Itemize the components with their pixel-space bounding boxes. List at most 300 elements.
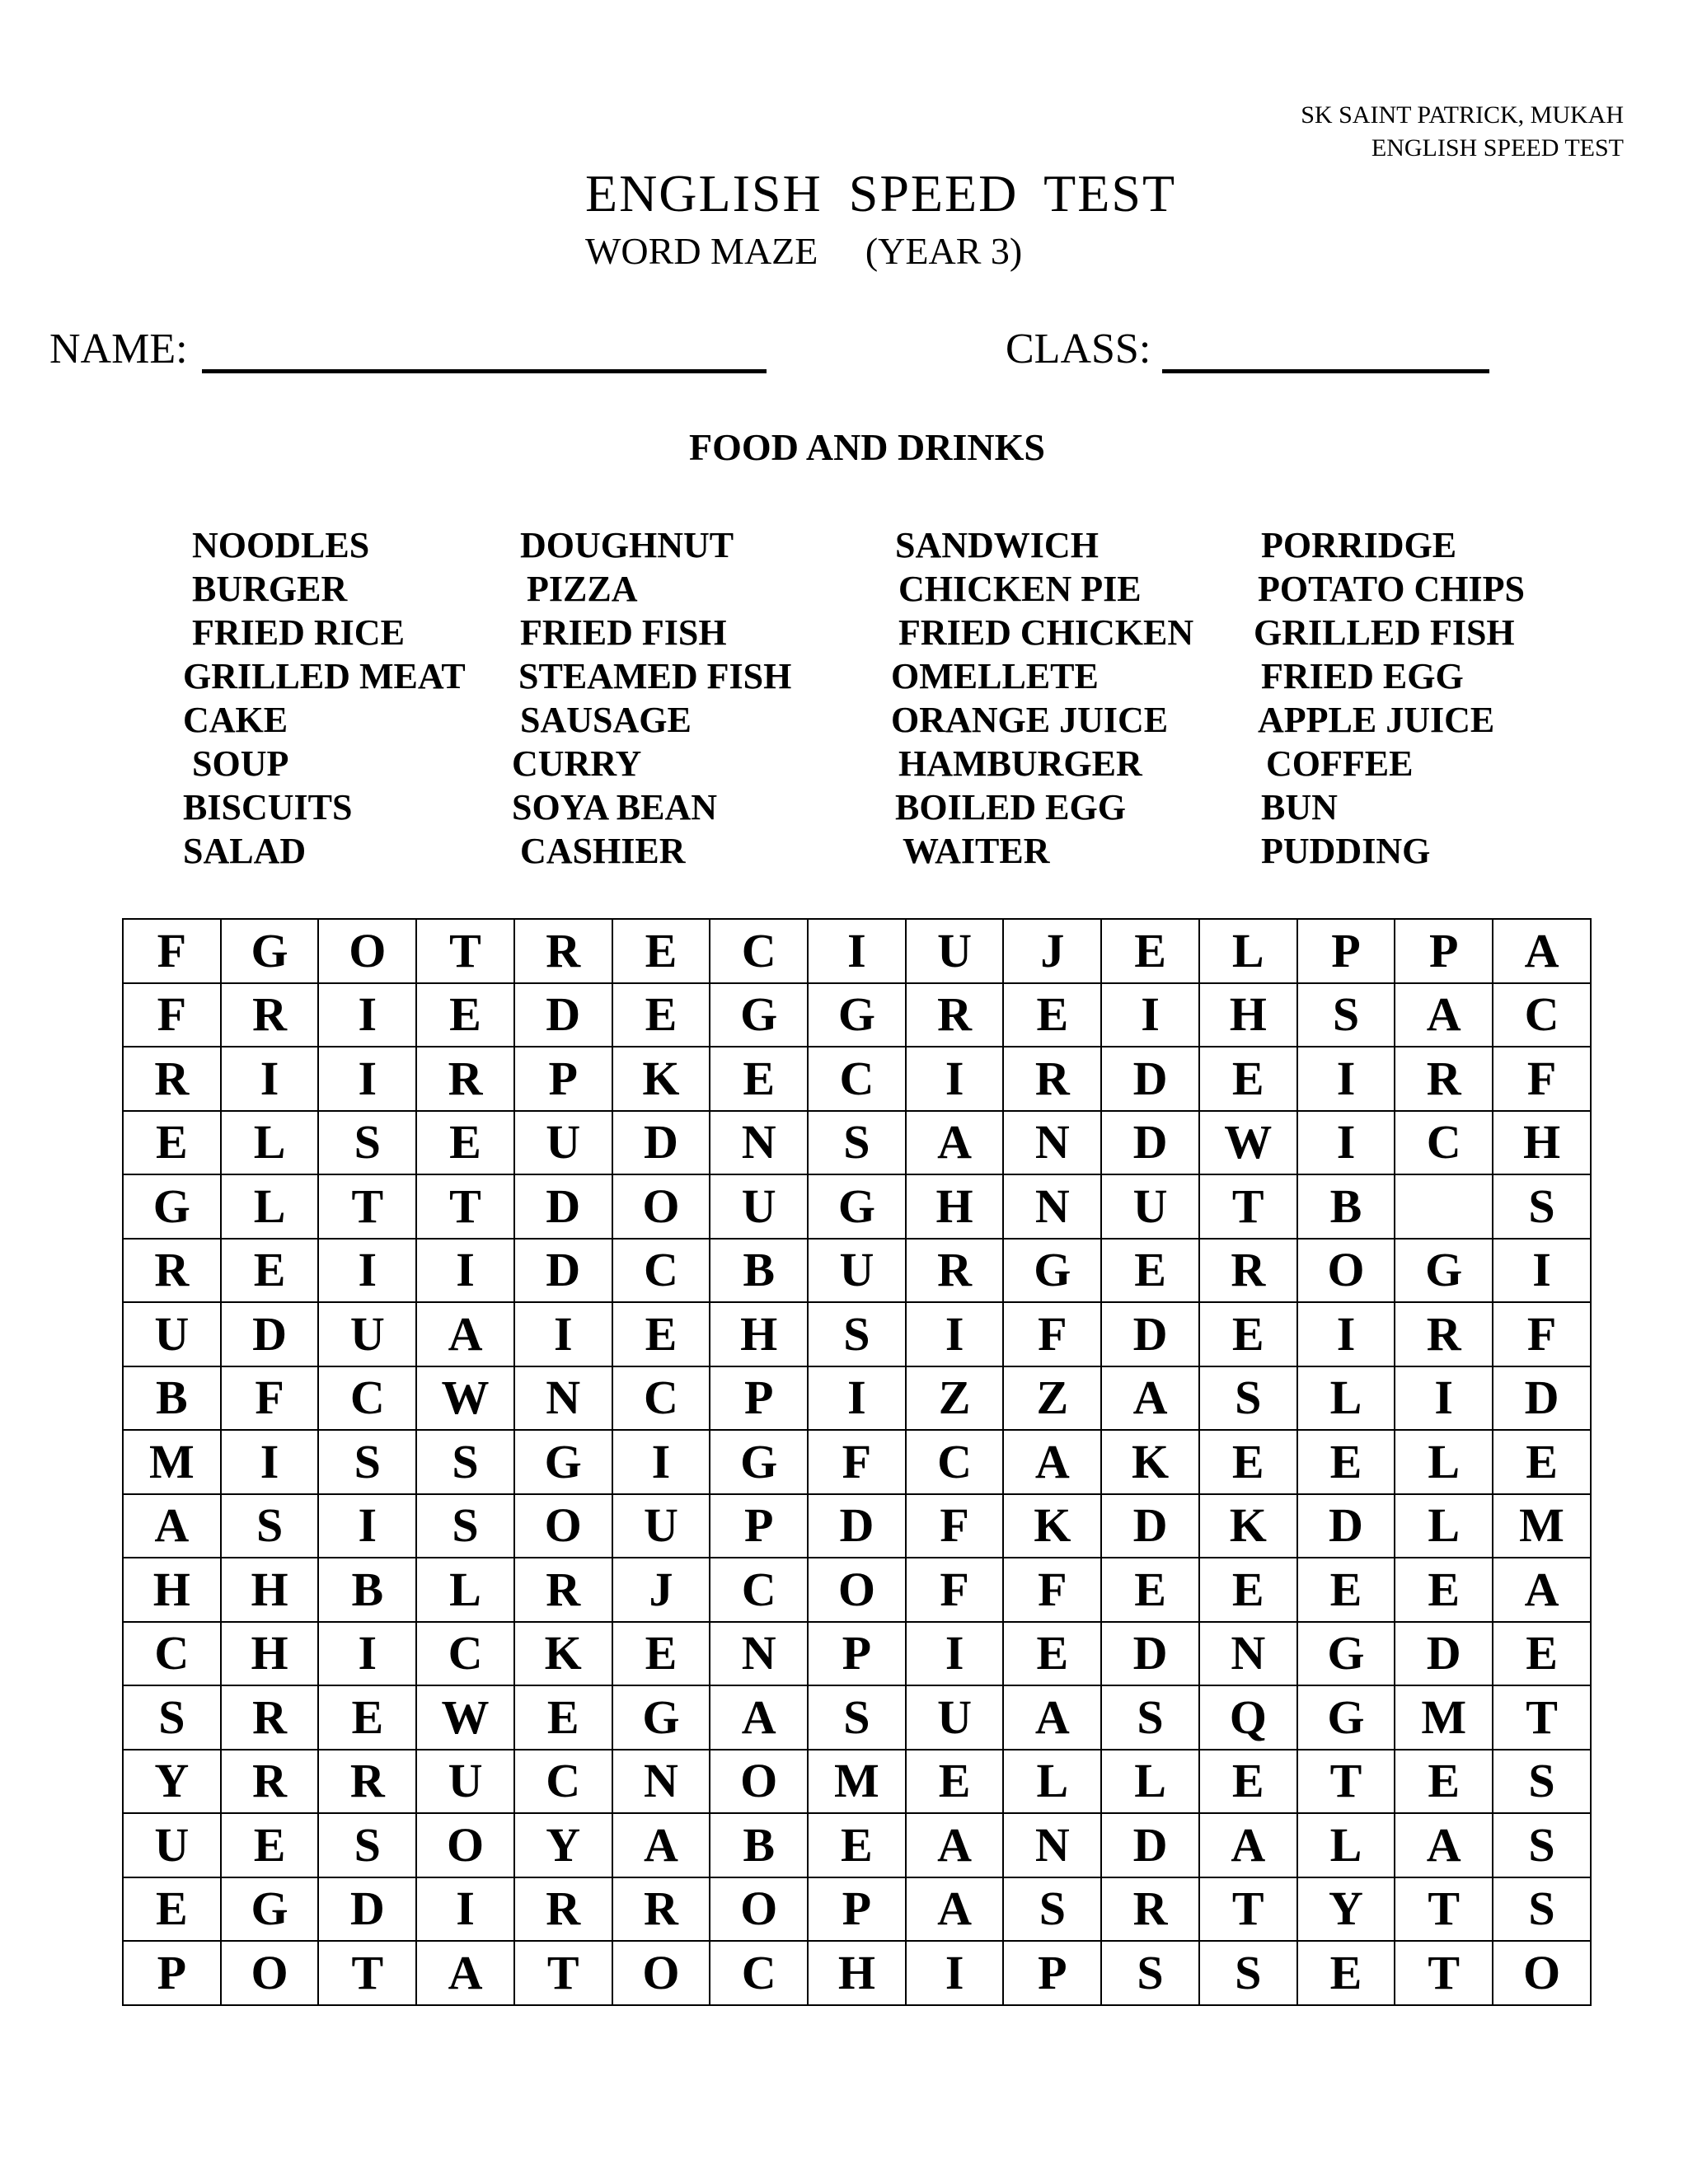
grid-cell[interactable]: O: [416, 1813, 514, 1877]
grid-cell[interactable]: S: [808, 1111, 906, 1175]
grid-cell[interactable]: G: [1297, 1685, 1395, 1750]
grid-cell[interactable]: T: [1493, 1685, 1591, 1750]
grid-cell[interactable]: E: [1101, 1558, 1199, 1622]
grid-cell[interactable]: A: [1493, 1558, 1591, 1622]
grid-cell[interactable]: L: [1199, 919, 1297, 983]
grid-cell[interactable]: D: [1493, 1366, 1591, 1431]
grid-cell[interactable]: M: [1395, 1685, 1493, 1750]
grid-cell[interactable]: E: [1297, 1430, 1395, 1494]
grid-cell[interactable]: N: [1003, 1174, 1101, 1239]
grid-cell[interactable]: D: [808, 1494, 906, 1558]
grid-cell[interactable]: G: [1395, 1239, 1493, 1303]
grid-cell[interactable]: D: [1101, 1302, 1199, 1366]
grid-cell[interactable]: H: [808, 1941, 906, 2005]
grid-cell[interactable]: L: [416, 1558, 514, 1622]
grid-cell[interactable]: R: [514, 1558, 612, 1622]
grid-cell[interactable]: I: [318, 983, 416, 1047]
grid-cell[interactable]: I: [906, 1302, 1004, 1366]
grid-cell[interactable]: C: [318, 1366, 416, 1431]
word-list-item: SAUSAGE: [520, 700, 692, 740]
grid-cell[interactable]: B: [318, 1558, 416, 1622]
grid-cell[interactable]: E: [1101, 919, 1199, 983]
grid-cell[interactable]: P: [1297, 919, 1395, 983]
grid-cell[interactable]: G: [123, 1174, 221, 1239]
grid-row: [123, 919, 1591, 983]
grid-cell[interactable]: T: [514, 1941, 612, 2005]
grid-cell[interactable]: E: [416, 983, 514, 1047]
grid-cell[interactable]: Y: [1297, 1877, 1395, 1942]
grid-cell[interactable]: E: [612, 983, 710, 1047]
grid-cell[interactable]: P: [808, 1622, 906, 1686]
grid-cell[interactable]: E: [1199, 1558, 1297, 1622]
grid-cell[interactable]: E: [808, 1813, 906, 1877]
grid-cell[interactable]: O: [612, 1174, 710, 1239]
grid-cell[interactable]: E: [1199, 1430, 1297, 1494]
grid-cell[interactable]: I: [906, 1941, 1004, 2005]
grid-cell[interactable]: D: [514, 1174, 612, 1239]
grid-cell[interactable]: I: [221, 1430, 319, 1494]
word-list-item: SOYA BEAN: [512, 787, 718, 827]
school-header: [1301, 99, 1624, 165]
grid-cell[interactable]: S: [1003, 1877, 1101, 1942]
grid-cell[interactable]: D: [1101, 1494, 1199, 1558]
grid-cell[interactable]: A: [416, 1941, 514, 2005]
grid-cell[interactable]: I: [318, 1494, 416, 1558]
grid-cell[interactable]: S: [318, 1813, 416, 1877]
grid-cell[interactable]: P: [1395, 919, 1493, 983]
grid-cell[interactable]: C: [906, 1430, 1004, 1494]
grid-cell[interactable]: F: [1003, 1302, 1101, 1366]
grid-cell[interactable]: O: [1297, 1239, 1395, 1303]
grid-cell[interactable]: A: [416, 1302, 514, 1366]
grid-cell[interactable]: T: [1199, 1174, 1297, 1239]
grid-row: [123, 1685, 1591, 1750]
grid-cell[interactable]: N: [1003, 1111, 1101, 1175]
grid-cell[interactable]: D: [1297, 1494, 1395, 1558]
word-list-item: SOUP: [192, 743, 289, 784]
grid-cell[interactable]: I: [221, 1047, 319, 1111]
grid-cell[interactable]: A: [1395, 1813, 1493, 1877]
grid-cell[interactable]: E: [612, 919, 710, 983]
grid-cell[interactable]: T: [1199, 1877, 1297, 1942]
grid-cell[interactable]: D: [612, 1111, 710, 1175]
grid-row: [123, 1366, 1591, 1431]
grid-cell[interactable]: S: [416, 1430, 514, 1494]
grid-cell[interactable]: G: [1003, 1239, 1101, 1303]
grid-cell[interactable]: K: [612, 1047, 710, 1111]
grid-cell[interactable]: A: [710, 1685, 808, 1750]
word-list-item: POTATO CHIPS: [1258, 569, 1525, 609]
grid-cell[interactable]: G: [1297, 1622, 1395, 1686]
word-list-item: CURRY: [512, 743, 642, 784]
grid-cell[interactable]: U: [710, 1174, 808, 1239]
grid-cell[interactable]: E: [1493, 1622, 1591, 1686]
grid-cell[interactable]: R: [514, 919, 612, 983]
grid-cell[interactable]: E: [612, 1622, 710, 1686]
grid-cell[interactable]: I: [808, 919, 906, 983]
grid-row: [123, 1430, 1591, 1494]
grid-cell[interactable]: I: [416, 1239, 514, 1303]
grid-cell[interactable]: D: [514, 983, 612, 1047]
grid-cell[interactable]: A: [906, 1877, 1004, 1942]
grid-cell[interactable]: N: [710, 1111, 808, 1175]
grid-cell[interactable]: E: [1297, 1558, 1395, 1622]
grid-cell[interactable]: F: [1003, 1558, 1101, 1622]
section-title: FOOD AND DRINKS: [689, 426, 1045, 468]
grid-cell[interactable]: D: [1395, 1622, 1493, 1686]
grid-cell[interactable]: F: [906, 1558, 1004, 1622]
grid-cell[interactable]: Q: [1199, 1685, 1297, 1750]
grid-cell[interactable]: T: [416, 919, 514, 983]
grid-cell[interactable]: I: [808, 1366, 906, 1431]
grid-cell[interactable]: P: [514, 1047, 612, 1111]
grid-cell[interactable]: K: [1199, 1494, 1297, 1558]
grid-cell[interactable]: L: [221, 1111, 319, 1175]
word-list-item: BUN: [1261, 787, 1338, 827]
grid-cell[interactable]: S: [318, 1111, 416, 1175]
word-list-item: CASHIER: [520, 831, 686, 871]
grid-cell[interactable]: E: [906, 1750, 1004, 1814]
grid-cell[interactable]: U: [123, 1813, 221, 1877]
grid-cell[interactable]: T: [1395, 1941, 1493, 2005]
grid-cell[interactable]: B: [1297, 1174, 1395, 1239]
grid-cell[interactable]: I: [1297, 1302, 1395, 1366]
grid-cell[interactable]: L: [1395, 1430, 1493, 1494]
grid-row: [123, 1941, 1591, 2005]
grid-cell[interactable]: E: [1395, 1750, 1493, 1814]
grid-cell[interactable]: C: [1493, 983, 1591, 1047]
grid-cell[interactable]: P: [123, 1941, 221, 2005]
grid-cell[interactable]: N: [1003, 1813, 1101, 1877]
word-list-item: GRILLED MEAT: [183, 656, 466, 696]
grid-cell[interactable]: K: [1101, 1430, 1199, 1494]
grid-cell[interactable]: E: [123, 1111, 221, 1175]
grid-cell[interactable]: E: [221, 1813, 319, 1877]
grid-cell[interactable]: M: [123, 1430, 221, 1494]
grid-cell[interactable]: F: [123, 983, 221, 1047]
grid-cell[interactable]: S: [1199, 1941, 1297, 2005]
word-list-item: OMELLETE: [891, 656, 1099, 696]
grid-cell[interactable]: S: [808, 1302, 906, 1366]
grid-cell[interactable]: J: [1003, 919, 1101, 983]
grid-cell[interactable]: P: [808, 1877, 906, 1942]
grid-cell[interactable]: C: [710, 1941, 808, 2005]
grid-cell[interactable]: I: [1297, 1111, 1395, 1175]
grid-row: [123, 1047, 1591, 1111]
grid-cell[interactable]: S: [1101, 1941, 1199, 2005]
grid-cell[interactable]: S: [318, 1430, 416, 1494]
grid-cell[interactable]: E: [710, 1047, 808, 1111]
word-list-item: CAKE: [183, 700, 288, 740]
grid-cell[interactable]: U: [514, 1111, 612, 1175]
grid-cell[interactable]: T: [1395, 1877, 1493, 1942]
grid-cell[interactable]: Z: [1003, 1366, 1101, 1431]
grid-cell[interactable]: G: [514, 1430, 612, 1494]
word-list-item: BURGER: [192, 569, 348, 609]
grid-cell[interactable]: E: [1493, 1430, 1591, 1494]
grid-cell[interactable]: C: [514, 1750, 612, 1814]
grid-cell[interactable]: D: [1101, 1047, 1199, 1111]
grid-cell[interactable]: B: [710, 1239, 808, 1303]
grid-cell[interactable]: E: [221, 1239, 319, 1303]
grid-row: [123, 1302, 1591, 1366]
grid-cell[interactable]: I: [906, 1622, 1004, 1686]
grid-cell[interactable]: R: [906, 1239, 1004, 1303]
grid-row: [123, 1622, 1591, 1686]
grid-row: [123, 983, 1591, 1047]
grid-cell[interactable]: W: [1199, 1111, 1297, 1175]
grid-cell[interactable]: J: [612, 1558, 710, 1622]
grid-cell[interactable]: G: [612, 1685, 710, 1750]
word-list-item: APPLE JUICE: [1258, 700, 1495, 740]
grid-cell[interactable]: G: [221, 1877, 319, 1942]
grid-cell[interactable]: S: [808, 1685, 906, 1750]
grid-cell[interactable]: S: [416, 1494, 514, 1558]
grid-cell[interactable]: R: [221, 1750, 319, 1814]
grid-cell[interactable]: C: [612, 1366, 710, 1431]
grid-cell[interactable]: U: [612, 1494, 710, 1558]
grid-cell[interactable]: F: [221, 1366, 319, 1431]
grid-cell[interactable]: T: [318, 1941, 416, 2005]
grid-cell[interactable]: A: [1003, 1430, 1101, 1494]
grid-cell[interactable]: R: [1003, 1047, 1101, 1111]
grid-cell[interactable]: O: [612, 1941, 710, 2005]
grid-cell[interactable]: E: [1395, 1558, 1493, 1622]
grid-cell[interactable]: L: [1297, 1813, 1395, 1877]
grid-cell[interactable]: R: [1395, 1302, 1493, 1366]
grid-cell[interactable]: R: [318, 1750, 416, 1814]
grid-cell[interactable]: D: [514, 1239, 612, 1303]
grid-cell[interactable]: I: [318, 1239, 416, 1303]
word-list-item: PIZZA: [527, 569, 638, 609]
word-list-item: STEAMED FISH: [518, 656, 792, 696]
grid-cell[interactable]: W: [416, 1366, 514, 1431]
grid-cell[interactable]: E: [318, 1685, 416, 1750]
grid-cell[interactable]: U: [416, 1750, 514, 1814]
grid-cell[interactable]: K: [1003, 1494, 1101, 1558]
name-label: NAME:: [49, 326, 188, 373]
grid-cell[interactable]: I: [318, 1047, 416, 1111]
grid-cell[interactable]: E: [1199, 1047, 1297, 1111]
grid-cell[interactable]: F: [906, 1494, 1004, 1558]
grid-cell[interactable]: I: [612, 1430, 710, 1494]
grid-cell[interactable]: Y: [514, 1813, 612, 1877]
grid-cell[interactable]: R: [123, 1047, 221, 1111]
grid-cell[interactable]: U: [906, 1685, 1004, 1750]
grid-cell[interactable]: [1395, 1174, 1493, 1239]
grid-cell[interactable]: R: [221, 1685, 319, 1750]
grid-cell[interactable]: E: [1003, 983, 1101, 1047]
grid-cell[interactable]: B: [710, 1813, 808, 1877]
grid-cell[interactable]: S: [123, 1685, 221, 1750]
grid-cell[interactable]: E: [416, 1111, 514, 1175]
grid-cell[interactable]: E: [1199, 1750, 1297, 1814]
grid-cell[interactable]: D: [1101, 1813, 1199, 1877]
grid-cell[interactable]: E: [514, 1685, 612, 1750]
grid-cell[interactable]: U: [318, 1302, 416, 1366]
word-list-item: COFFEE: [1266, 743, 1414, 784]
grid-cell[interactable]: U: [808, 1239, 906, 1303]
word-list-item: FRIED RICE: [192, 612, 405, 653]
page-title: ENGLISH SPEED TEST: [584, 164, 1177, 223]
grid-cell[interactable]: M: [1493, 1494, 1591, 1558]
grid-cell[interactable]: U: [1101, 1174, 1199, 1239]
word-list-item: DOUGHNUT: [520, 525, 734, 565]
grid-cell[interactable]: L: [1297, 1366, 1395, 1431]
grid-cell[interactable]: I: [514, 1302, 612, 1366]
grid-cell[interactable]: A: [906, 1813, 1004, 1877]
word-maze-grid: [122, 918, 1592, 2006]
word-list-item: BISCUITS: [183, 787, 353, 827]
grid-cell[interactable]: N: [612, 1750, 710, 1814]
grid-cell[interactable]: H: [710, 1302, 808, 1366]
grid-cell[interactable]: D: [221, 1302, 319, 1366]
grid-cell[interactable]: E: [123, 1877, 221, 1942]
grid-cell[interactable]: E: [1199, 1302, 1297, 1366]
grid-cell[interactable]: P: [1003, 1941, 1101, 2005]
grid-cell[interactable]: F: [1493, 1047, 1591, 1111]
grid-cell[interactable]: I: [1297, 1047, 1395, 1111]
grid-cell[interactable]: T: [318, 1174, 416, 1239]
grid-cell[interactable]: F: [123, 919, 221, 983]
grid-cell[interactable]: I: [1101, 983, 1199, 1047]
grid-cell[interactable]: P: [710, 1494, 808, 1558]
grid-cell[interactable]: E: [1297, 1941, 1395, 2005]
grid-cell[interactable]: F: [808, 1430, 906, 1494]
grid-cell[interactable]: H: [1493, 1111, 1591, 1175]
name-field[interactable]: [202, 369, 767, 373]
grid-cell[interactable]: A: [906, 1111, 1004, 1175]
grid-cell[interactable]: M: [808, 1750, 906, 1814]
grid-cell[interactable]: N: [514, 1366, 612, 1431]
grid-cell[interactable]: W: [416, 1685, 514, 1750]
grid-cell[interactable]: C: [1395, 1111, 1493, 1175]
grid-cell[interactable]: F: [1493, 1302, 1591, 1366]
grid-cell[interactable]: H: [221, 1558, 319, 1622]
grid-cell[interactable]: K: [514, 1622, 612, 1686]
grid-cell[interactable]: R: [221, 983, 319, 1047]
grid-cell[interactable]: G: [710, 983, 808, 1047]
grid-cell[interactable]: O: [221, 1941, 319, 2005]
grid-cell[interactable]: L: [1101, 1750, 1199, 1814]
grid-cell[interactable]: S: [1493, 1813, 1591, 1877]
grid-cell[interactable]: I: [906, 1047, 1004, 1111]
class-field[interactable]: [1162, 369, 1489, 373]
word-list-item: PORRIDGE: [1261, 525, 1457, 565]
grid-cell[interactable]: U: [123, 1302, 221, 1366]
grid-cell[interactable]: R: [1101, 1877, 1199, 1942]
grid-cell[interactable]: G: [808, 1174, 906, 1239]
grid-row: [123, 1558, 1591, 1622]
grid-cell[interactable]: D: [1101, 1622, 1199, 1686]
grid-cell[interactable]: S: [1493, 1174, 1591, 1239]
grid-cell[interactable]: G: [808, 983, 906, 1047]
word-list-item: SALAD: [183, 831, 307, 871]
grid-row: [123, 1750, 1591, 1814]
grid-cell[interactable]: G: [710, 1430, 808, 1494]
grid-cell[interactable]: A: [1199, 1813, 1297, 1877]
grid-cell[interactable]: L: [1003, 1750, 1101, 1814]
grid-cell[interactable]: R: [1199, 1239, 1297, 1303]
grid-cell[interactable]: S: [1199, 1366, 1297, 1431]
grid-cell[interactable]: R: [416, 1047, 514, 1111]
grid-cell[interactable]: H: [123, 1558, 221, 1622]
grid-cell[interactable]: O: [514, 1494, 612, 1558]
grid-cell[interactable]: L: [221, 1174, 319, 1239]
grid-cell[interactable]: U: [906, 919, 1004, 983]
grid-cell[interactable]: C: [710, 1558, 808, 1622]
grid-cell[interactable]: Z: [906, 1366, 1004, 1431]
grid-cell[interactable]: O: [318, 919, 416, 983]
grid-row: [123, 1111, 1591, 1175]
grid-cell[interactable]: I: [1493, 1239, 1591, 1303]
grid-cell[interactable]: O: [710, 1877, 808, 1942]
word-list-item: FRIED FISH: [520, 612, 727, 653]
grid-cell[interactable]: O: [808, 1558, 906, 1622]
school-name: SK SAINT PATRICK, MUKAH: [1301, 101, 1624, 129]
grid-cell[interactable]: C: [123, 1622, 221, 1686]
grid-cell[interactable]: E: [612, 1302, 710, 1366]
word-list-item: SANDWICH: [895, 525, 1099, 565]
grid-cell[interactable]: R: [906, 983, 1004, 1047]
grid-cell[interactable]: Y: [123, 1750, 221, 1814]
grid-cell[interactable]: N: [1199, 1622, 1297, 1686]
grid-cell[interactable]: A: [123, 1494, 221, 1558]
grid-cell[interactable]: C: [808, 1047, 906, 1111]
grid-cell[interactable]: C: [416, 1622, 514, 1686]
grid-cell[interactable]: S: [1493, 1750, 1591, 1814]
grid-cell[interactable]: S: [221, 1494, 319, 1558]
grid-cell[interactable]: H: [221, 1622, 319, 1686]
grid-cell[interactable]: O: [710, 1750, 808, 1814]
grid-cell[interactable]: S: [1101, 1685, 1199, 1750]
grid-cell[interactable]: L: [1395, 1494, 1493, 1558]
grid-cell[interactable]: B: [123, 1366, 221, 1431]
grid-cell[interactable]: R: [123, 1239, 221, 1303]
grid-cell[interactable]: A: [1395, 983, 1493, 1047]
grid-cell[interactable]: H: [906, 1174, 1004, 1239]
grid-cell[interactable]: A: [612, 1813, 710, 1877]
grid-cell[interactable]: R: [1395, 1047, 1493, 1111]
grid-cell[interactable]: E: [1003, 1622, 1101, 1686]
grid-cell[interactable]: S: [1493, 1877, 1591, 1942]
grid-cell[interactable]: S: [1297, 983, 1395, 1047]
grid-row: [123, 1494, 1591, 1558]
grid-cell[interactable]: R: [514, 1877, 612, 1942]
grid-cell[interactable]: C: [612, 1239, 710, 1303]
grid-cell[interactable]: T: [416, 1174, 514, 1239]
grid-cell[interactable]: G: [221, 919, 319, 983]
grid-cell[interactable]: A: [1003, 1685, 1101, 1750]
grid-cell[interactable]: O: [1493, 1941, 1591, 2005]
grid-cell[interactable]: T: [1297, 1750, 1395, 1814]
grid-cell[interactable]: E: [1101, 1239, 1199, 1303]
grid-cell[interactable]: I: [318, 1622, 416, 1686]
grid-cell[interactable]: H: [1199, 983, 1297, 1047]
grid-cell[interactable]: A: [1101, 1366, 1199, 1431]
grid-cell[interactable]: A: [1493, 919, 1591, 983]
grid-cell[interactable]: D: [1101, 1111, 1199, 1175]
grid-cell[interactable]: D: [318, 1877, 416, 1942]
grid-cell[interactable]: R: [612, 1877, 710, 1942]
word-list-item: FRIED EGG: [1261, 656, 1464, 696]
grid-cell[interactable]: I: [1395, 1366, 1493, 1431]
grid-cell[interactable]: N: [710, 1622, 808, 1686]
grid-row: [123, 1239, 1591, 1303]
grid-cell[interactable]: C: [710, 919, 808, 983]
grid-cell[interactable]: I: [416, 1877, 514, 1942]
grid-cell[interactable]: P: [710, 1366, 808, 1431]
